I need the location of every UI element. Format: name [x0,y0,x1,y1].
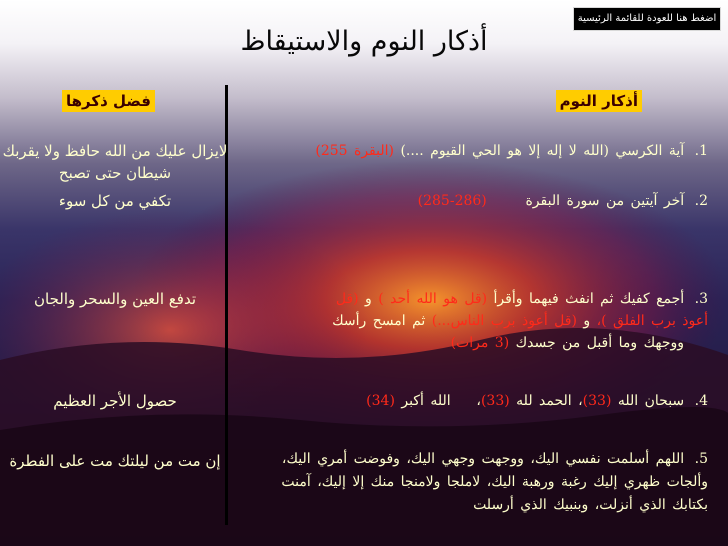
tahmid-text: الحمد لله [516,393,572,409]
item-number: 1. [694,143,708,159]
virtue-3: تدفع العين والسحر والجان [34,290,196,308]
list-item-4 [248,390,708,412]
separator: ، [578,393,583,409]
separator: ، [476,393,481,409]
virtue-5: إن مت من ليلتك مت على الفطرة [9,452,221,470]
surah-falaq-start: (قل [335,291,359,307]
conjunction: و [583,313,591,329]
virtue-1: لايزال عليك من الله حافظ ولا يقربك شيطان حتى تصبح [2,142,228,182]
list-item-2 [248,190,708,212]
surah-nas: (قل أعوذ برب الناس...) [431,313,577,329]
item-number: 5. [694,451,708,467]
tahmid-count: (33) [480,393,510,409]
item-number: 4. [694,393,708,409]
virtue-2: تكفي من كل سوء [58,192,172,210]
list-item-1 [248,140,708,162]
tasbih-count: (33) [582,393,612,409]
item-text: ثم امسح رأسك [332,313,426,329]
tasbih-text: سبحان الله [617,393,685,409]
surah-ikhlas: (قل هو الله أحد ) [378,291,488,307]
page-title: أذكار النوم والاستيقاظ [240,26,488,57]
repeat-count: (3 مرات) [450,335,510,351]
header-virtue: فضل ذكرها [62,90,155,112]
surah-falaq-end: أعوذ برب الفلق )، [596,313,708,329]
item-reference: (286-285) [417,193,487,209]
item-text: آية الكرسي (الله لا إله إلا هو الحي القيوم ....) [400,143,685,159]
item-text: أجمع كفيك ثم انفث فيهما وأقرأ [493,291,685,307]
item-number: 2. [694,193,708,209]
item-reference: (البقرة 255) [315,143,394,159]
conjunction: و [365,291,372,307]
item-number: 3. [694,291,708,307]
takbir-count: (34) [366,393,395,409]
item-text: اللهم أسلمت نفسي اليك، ووجهت وجهي اليك، وفوضت أمري اليك، وألجات ظهري إليك رغبة ورهبة اليك، لاملجا ولامنجا منك إلا إليك، آمنت بكتابك الذي أنزلت، وبنبيك الذي أرسلت [281,451,708,513]
virtue-4: حصول الأجر العظيم [53,392,177,410]
list-item-5 [242,448,708,517]
list-item-3 [238,288,708,354]
header-adhkar: أذكار النوم [556,90,642,112]
item-text: آخر آيتين من سورة البقرة [525,193,685,209]
item-text: ووجهك وما أقبل من جسدك [515,335,684,351]
takbir-text: الله أكبر [401,393,451,409]
home-button[interactable]: اضغط هنا للعودة للقائمة الرئيسية [573,7,721,31]
